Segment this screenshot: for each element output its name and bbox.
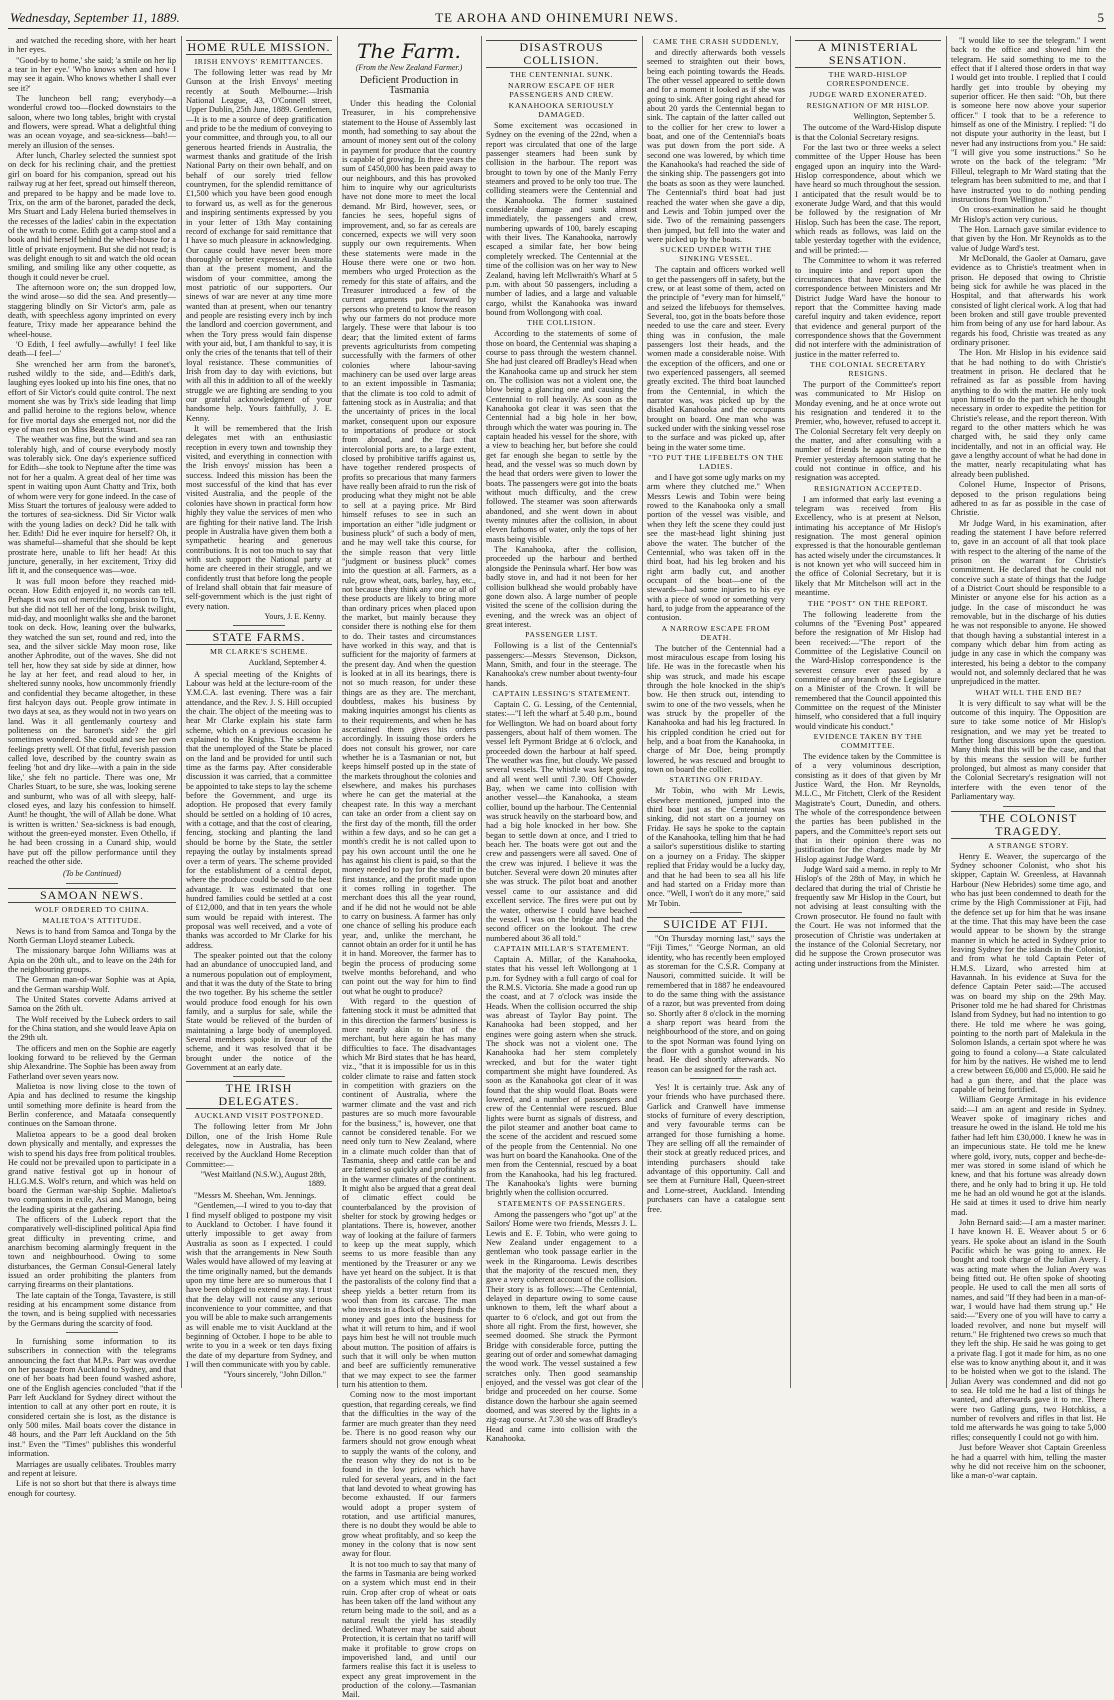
article-paragraph: The Committee to whom it was referred to inquire into and report upon the circumstances that have occasioned the correspondence between Ministers and Mr District Judge Ward have the honour to report that the Committee having made careful inquiry and taken evidence, report that evidence and general purport of the correspondence shows that the Government did not interfere with the administration of justice in the matter referred to. [795,256,941,359]
farm-source: (From the New Zealand Farmer.) [355,63,463,72]
article-paragraph: Following is a list of the Centennial's passengers:—Messrs Stevenson, Dickson, Mann, Smith, and four in the steerage. The Kanahooka's crew number about twenty-four hands. [486,641,637,688]
divider [233,625,285,626]
divider [690,912,742,913]
divider [233,1076,285,1077]
farm-article-title: Deficient Production in Tasmania [359,75,459,96]
article-paragraph: The Wolf received by the Lubeck orders to sail for the China station, and she would leave Apia on the 29th ult. [8,1014,176,1043]
article-paragraph: It is very difficult to say what will be the outcome of this inquiry. The Opposition are sure to take some notice of Mr Hislop's resignation, and we may yet be treated to further long discussions upon the question. Many think that this will be the case, and that by this means the session will be further prolonged, but almost as many consider that the Colonial Secretary's resignation will not interfere with the even tenor of the Parliamentary way. [951,698,1106,802]
samoan-news-heading: SAMOAN NEWS. [8,888,176,903]
article-paragraph: Among the passengers who "got up" at the Sailors' Home were two friends, Messrs J. L. Lewis and E. F. Tobin, who were going to New Zealand under engagement to a gentleman who took passage earlier in the week in the Ringarooma. Lewis describes that the majority of the rescued men, they gave a very coherent account of the collision. Their story is as follows:—The Centennial, delayed in departure owing to some cause unknown to them, left the wharf about a quarter to 6 o'clock, and got out from the shore all right. From the first, however, she seemed doomed. She struck the Pyrmont Bridge with considerable force, putting the gearing out of order and somewhat damaging the wood work. The vessel sustained a few scratches only. Then good seamanship enjoyed, and the vessel was got clear of the bridge and proceeded on her course. Some distance down the harbour she again seemed doomed, and was steered by the lights in a zig-zag course. At 7.30 she was off Bradley's Head and came into collision with the Kanahooka. [486,1209,637,1444]
article-paragraph: The German man-of-war Sophie was at Apia, and the German warship Wolf. [8,975,176,994]
ministerial-subheading: RESIGNATION OF MR HISLOP. [806,101,930,110]
article-paragraph: Colonel Hume, Inspector of Prisons, deposed to the prison regulations being adhered to as far as possible in the case of Christie. [951,480,1106,518]
advertisement-paragraph: Yes! It is certainly true. Ask any of your friends who have purchased there. Garlick and Cranwell have immense stocks of furniture of every description, and very favourable terms can be arranged for those furnishing a home. They are selling off all the remainder of their stock at greatly reduced prices, and intending purchasers should take advantage of this opportunity. Call and see them at Furniture Hall, Queen-street and Lorne-street, Auckland. Intending purchasers can have a catalogue sent free. [647,1083,785,1214]
article-paragraph: According to the statements of some of those on board, the Centennial was shaping a course to pass through the western channel. She had just cleared off Bradley's Head when the Kanahooka came up and struck her stem on. The collision was not a violent one, the blow being a glancing one and causing the Centennial to roll heavily. As soon as the Kanahooka got clear it was seen that the Centennial had a big hole in her bow, through which the water was pouring in. The captain headed his vessel for the shore, with a view to beaching her, but before she could get far enough she began to settle by the head, and the vessel was so much down by the head that orders were given to lower the boats. The passengers were got into the boats without much difficulty, and the crew followed. The steamer was soon afterwards abandoned, and she went down in about twenty minutes after the collision, in about eleven fathoms of water, only the tops of her masts being visible. [486,329,637,544]
section-heading: THE COLLISION. [527,318,596,328]
ministerial-subheading: THE WARD-HISLOP CORRESPONDENCE. [826,70,910,88]
article-paragraph: The following letter from Mr John Dillon, one of the Irish Home Rule delegates, now in Australia, has been received by the Auckland Home Reception Committee:— [186,1122,332,1169]
article-paragraph: The United States corvette Adams arrived at Samoa on the 26th ult. [8,995,176,1014]
article-paragraph: The outcome of the Ward-Hislop dispute is that the Colonial Secretary resigns. [795,123,941,142]
page-number: 5 [1097,10,1104,25]
article-paragraph: The missionary barque John Williams was at Apia on the 20th ult., and to leave on the 24th for the neighbouring groups. [8,946,176,974]
article-paragraph: Malietoa is now living close to the town of Apia and has declined to resume the kingship until something more definite is heard from the Berlin conference, and Mataafa consequently continues on the Samoan throne. [8,1082,176,1129]
irish-delegates-subheading: AUCKLAND VISIT POSTPONED. [194,1111,324,1121]
section-heading: A NARROW ESCAPE FROM DEATH. [661,623,771,642]
article-paragraph: The evidence taken by the Committee is of a very voluminous description, consisting as it does of that given by Mr Justice Ward, the Hon. Mr Reynolds, M.L.C., Mr Fitchett, Clerk of the Resident Magistrate's Court, Dunedin, and others. The whole of the correspondence between the parties has been published in the papers, and the Committee's report sets out that in their opinion there was no justification for the charges made by Mr Hislop against Judge Ward. [795,751,941,864]
article-paragraph: Captain C. G. Lessing, of the Centennial, states:—"I left the wharf at 5.40 p.m., bound for Wellington. We had on board about forty passengers, about half of them women. The vessel left Pyrmont Bridge at 6 o'clock, and proceeded down the harbour at half speed. The weather was fine, but cloudy. We passed several vessels. The whistle was kept going, and all went well until 7.30. Off Chowder Bay, when we came into collision with another vessel—the Kanahooka, a steam collier, bound up the harbour. The Centennial was struck heavily on the starboard bow, and had a big hole knocked in her bow. She began to settle down at once, and I tried to beach her. The boats were got out and the crew and passengers were all saved. One of the crew was injured. I believe it was the butcher. Several were down 20 minutes after she was struck. The pilot boat and another vessel came to our assistance and did excellent service. The fires were put out by the water, otherwise I could have beached the vessel. I was on the bridge and had the second officer on the lookout. The crew numbered about 36 all told." [486,699,637,943]
section-heading: CAPTAIN LESSING'S STATEMENT. [492,688,631,698]
section-heading: EVIDENCE TAKEN BY THE COMMITTEE. [813,731,923,750]
samoan-subheading: WOLF ORDERED TO CHINA. [34,904,150,914]
article-paragraph: Some excitement was occasioned in Sydney on the evening of the 22nd, when a report was circulated that one of the large passenger steamers had been sunk by collision in the harbour. The report was brought to town by one of the Manly Ferry steamers and proved to be only too true. The colliding steamers were the Centennial and the Kanahooka. The former sustained considerable damage and sunk almost immediately, the passengers and crew, numbering upwards of 100, barely escaping with their lives. The Kanahooka, narrowly escaped a similar fate, her bow being completely wrecked. The Centennial at the time of the collision was on her way to New Zealand, having left Mcllwraith's Wharf at 5 p.m. with about 50 passengers, including a number of ladies, and a large and valuable cargo, whilst the Kanahooka was inward bound from Wollongong with coal. [486,121,637,317]
column-rule [181,36,182,1388]
article-paragraph: The officers and men on the Sophie are eagerly looking forward to be relieved by the German ship Alexandrine. The Sophie has been away from Fatherland over seven years now. [8,1043,176,1081]
section-heading: THE COLONIAL SECRETARY RESIGNS. [809,359,927,378]
divider [1003,806,1055,807]
divider [66,1332,118,1333]
masthead [8,6,1106,29]
article-paragraph: A special meeting of the Knights of Labour was held at the lecture-room of the Y.M.C.A. last evening. There was a fair attendance, and the Rev. J. S. Hill occupied the chair. The object of the meeting was to hear Mr Clarke explain his state farm scheme, which on a previous occasion he explained to the Knights. The scheme is that the unemployed of the State be placed on the land and be provided for until such time as the farms pay. After considerable discussion it was carried, that a committee be appointed to take steps to lay the scheme before the Government, and urge its adoption. He proposed that every family should be settled on a holding of 10 acres, with a cottage, and that the cost of clearing, fencing, stocking and planting the land should be borne by the State, the settler repaying the outlay by instalments spread over a term of years. The scheme provided for the establishment of a central depot, where the produce could be sold to the best advantage. It was estimated that one hundred families could be settled at a cost of £12,000, and that in ten years the whole sum would be repaid with interest. The proposal was well received, and a vote of thanks was accorded to Mr Clarke for his address. [186,669,332,950]
collision-heading: DISASTROUS COLLISION. [486,40,637,68]
home-rule-subheading: IRISH ENVOYS' REMITTANCES. [194,57,324,66]
column-rule [481,36,482,1388]
article-paragraph: For the last two or three weeks a select committee of the Upper House has been engaged upon an inquiry into the Ward-Hislop correspondence, about which we have heard so much throughout the session. I anticipated that the result would be to exonerate Judge Ward, and that this would be followed by the resignation of Mr Hislop. Such has been the case. The report, which reads as follows, was laid on the table yesterday together with the evidence, and will be printed:— [795,143,941,255]
collision-subheading: NARROW ESCAPE OF HER PASSENGERS AND CREW. [508,81,615,99]
story-paragraph: 'O Edith, I feel awfully—awfully! I feel like death—I feel—' [8,340,176,359]
article-paragraph: Malietoa appears to be a good deal broken down physically and mentally, and expresses the wish to spend his days free from political troubles. He could not be prevailed upon to participate in a grand native festival got up in honour of H.I.G.M.S. Wolf's return, and which was held on board the German war-ship Sophie. Malietoa's two companions in exile, Asi and Manogo, being the leading spirits at the gathering. [8,1129,176,1214]
article-paragraph: John Bernard said:—I am a master mariner. I have known H. E. Weaver about 5 or 6 years. He spoke about an island in the South Pacific which he was going to annex. He bought and took charge of the Julian Avery. I was acting mate when the Julian Avery was being fitted out. He often spoke of shooting people. He used to call the men all sorts of names, and said "If they had been in a man-of-war, I would have had them strung up." He said:—"Every one of you will have to carry a loaded revolver, and none but myself will return." He frightened two crews so much that they left the ship. He said he was going to get a private flag. I got it made for him, as no one else was to know anything about it, and it was to be hoisted when we got to the island. The Julian Avery was condemned and did not go to sea. He told me he had a list of things he wanted, and afterwards gave it to me. There were two Gatling guns, two Hotchkiss, a number of revolvers and rifles in that list. He told me afterwards he was going to take 5,000 rifles; consequently I could not go with him. [951,1217,1106,1442]
article-paragraph: The purport of the Committee's report was communicated to Mr Hislop on Monday evening, and he at once wrote out his resignation and tendered it to the Premier, who, however, refused to accept it. The Colonial Secretary felt very deeply on the matter, and after consulting with a number of friends he again wrote to the Premier yesterday afternoon stating that he could not continue in office, and his resignation was accepted. [795,379,941,483]
story-paragraph: After lunch, Charley selected the sunniest spot on deck for his reclining chair, and the prettiest girl on board for his companion, spread out his railway rug at her feet, spread out himself thereon, and prepared to be happy and be made love to. Trix, on the arm of the baronet, paraded the deck, Mrs Stuart and Lady Helena buried themselves in the recesses of the ladies' cabin in the expectation of the wrath to come. Edith got a camp stool and a book and hid herself behind the wheel-house for a little of private enjoyment. But she did not read; is was delight enough to sit and watch the old ocean smiling, and smiling like any other coquette, as though it could never be cruel. [8,151,176,282]
article-paragraph: It is not too much to say that many of the farms in Tasmania are being worked on a system which must end in their ruin. Crop after crop of wheat or oats has been taken off the land without any return being made to the soil, and as a natural result the yield has steadily declined. Whatever may be said about Protection, it is certain that no tariff will make it profitable to grow crops on impoverished land, and until our farmers realise this fact it is useless to expect any great improvement in the production of the colony.—Tasmanian Mail. [342,1559,476,1700]
irish-delegates-heading: THE IRISH DELEGATES. [186,1081,332,1109]
column-3 [342,36,476,1700]
ministerial-sensation-heading: A MINISTERIAL SENSATION. [795,40,941,68]
collision-subheading: KANAHOOKA SERIOUSLY DAMAGED. [508,101,615,119]
section-heading: CAME THE CRASH SUDDENLY, [653,37,779,46]
section-heading: THE "POST" ON THE REPORT. [807,598,929,608]
home-rule-heading: HOME RULE MISSION. [187,40,331,54]
tragedy-subheading: A STRANGE STORY. [988,840,1069,850]
story-paragraph: and watched the receding shore, with her heart in her eyes. [8,36,176,55]
article-paragraph: Life is not so short but that there is always time enough for courtesy. [8,1479,176,1498]
article-paragraph: William George Armitage in his evidence said:—I am an agent and reside in Sydney. Weaver spoke of imaginary riches and treasure he owed in the island. He told me his father had left him £30,000. I knew he was in an impecunious state. He told me he knew where gold, ivory, nuts, copper and beche-de-mer was stored in some island of which he knew, and that his fortune was already down there, and he only had to bring it up. He told me he had an old wound he got at the islands. He said at times it used to drive him nearly mad. [951,1095,1106,1217]
article-paragraph: Captain A. Millar, of the Kanahooka, states that his vessel left Wollongong at 1 p.m. for Sydney with a full cargo of coal for the R.M.S. Victoria. She made a good run up the coast, and at 7 o'clock was inside the Heads. When the collision occurred the ship was abreast of Taylor Bay point. The Kanahooka had been stopped, and her engines were going astern when she struck. The shock was not a violent one. The Kanahooka had her stem completely wrecked, and but for the water tight compartment she might have foundered. As soon as the Kanahooka got clear of it was found that the ship would float. Boats were lowered, and a number of passengers and crew of the Centennial were rescued. Blue lights were burnt as signals of distress, and the pilot steamer and another boat came to the scene of the accident and rescued some of the people from the Centennial. No one was hurt on board the Kanahooka. One of the men from the Centennial, rescued by a boat from the Kanahooka, had his leg fractured. The Kanahooka's lights were burning brightly when the collision occurred. [486,954,637,1198]
article-paragraph: and directly afterwards both vessels seemed to straighten out their bows, being each pointing towards the Heads. The other vessel appeared to settle down and for a moment it looked as if she was going to sink. After going right ahead for about 20 yards the Centennial began to sink. The captain of the latter called out to the collier for her crew to lower a boat, and one of the Centennial's boats was put down from the port side. A second one was lowered, by which time the Kanahooka's had reached the side of the sinking ship. The passengers got into the boats as soon as they were launched. The Centennial's third boat had just reached the water when she gave a dip, and Lewis and Tobin jumped over the side. Two of the remaining passengers then jumped, but fell into the water and were picked up by the boats. [647,48,785,244]
section-heading: "TO PUT THE LIFEBELTS ON THE LADIES. [648,453,784,472]
article-paragraph: I am informed that early last evening a telegram was received from His Excellency, who is at present at Nelson, intimating his acceptance of Mr Hislop's resignation. The most general opinion expressed is that the honourable gentleman has acted wisely under the circumstances. It is not known yet who will succeed him in the office of Colonial Secretary, but it is likely that Mr Mitchelson will act in the meantime. [795,494,941,598]
article-paragraph: Marriages are usually celibates. Troubles marry and repent at leisure. [8,1459,176,1478]
story-paragraph: It was full moon before they reached mid-ocean. How Edith enjoyed it, no words can tell. Perhaps it was out of merciful compassion to Trix, but she did not tell her of the long, brisk twilight, mid-day, and moonlight walks she and the baronet took on deck. How, leaning over the bulwarks, they watched the sun set, round and red, into the sea, and the silver sickle May moon rose, like another Aphrodite, out of the waves. She did not tell her, how they sat side by side at dinner, how he lay at her feet, and read aloud to her, in sheltered sunny nooks, how uncommonly friendly and confidential they became altogether, in these first halcyon days out. People grow intimate in two days at sea, as they would not in two years on land. Was it all gentlemanly courtesy and politeness on the baronet's side? the girl sometimes wondered. She could and see her own feelings pretty well. Of that fitful, feverish passion called love, described by the country swain as feeling 'hot and dry like—with a pain in the side like,' she felt no particle. There was one, Mr Charles Stuart, to be sure, she was, looking serene and sunburnt, who was of all with sleepy, half-closed eyes, and lazy his confession to himself. Aunt! he thought, 'the will of Allah be done. What is written is written.' Sea-sickness is bad enough, without the green-eyed monster. Even Othello, if he had been crossing in a Cunard ship, would have put off the pillow performance until they reached the other side. [8,576,176,866]
suicide-fiji-heading: SUICIDE AT FIJI. [647,917,785,932]
colonist-tragedy-heading: THE COLONIST TRAGEDY. [951,811,1106,839]
article-paragraph: Judge Ward said a memo. in reply to Mr Hislop's of the 28th of May, in which he declared that during the trial of Christie he frequently saw Mr Hislop in the Court, but not advising at least consulting with the Crown prosecutor. He found no fault with the Court. He was not informed that the prosecution of Christie was undertaken at the instance of the Colonial Secretary, nor did he suppose the Crown prosecutor was acting under instructions from the Minister. [795,865,941,968]
story-paragraph: The afternoon wore on; the sun dropped low, the wind arose—so did the sea. And presently—staggering blindly on Sir Victor's arm, pale as death, with speechless agony imprinted on every feature, Trixy made her appearance behind the wheel-house. [8,282,176,339]
article-paragraph: Under this heading the Colonial Treasurer, in his comprehensive statement to the House of Assembly last month, had something to say about the amount of money sent out of the colony in payment for produce that the country is capable of growing. In three years the sum of £450,000 has been paid away to our neighbours, and this has provoked him to inquire why our agriculturists have not done more to meet the local demand. Mr Bird, however, sees, or fancies he sees, hopeful signs of improvement, and, so far as cereals are concerned, expects we will very soon supply our own requirements. When these statements were made in the House there were one or two hon. members who urged Protection as the remedy for this state of affairs, and the Treasurer introduced a few of the current arguments put forward by persons who pretend to know the reason why our farmers do not produce more largely. These were that labour is too dear; that the limited extent of farms prevents agriculturists from competing successfully with the farmers of other colonies where labour-saving machinery can be used over large areas to an extent impossible in Tasmania; that the climate is too cold to admit of fattening stock as in Australia; and that the uncertainty of prices in the local market, consequent upon our exposure to importations of produce or stock from abroad, and the fact that intercolonial ports are, to a large extent, closed by prohibitive tariffs against us, have together rendered prospects of profits so precarious that many farmers have really been afraid to run the risk of producing what they might not be able to sell at a paying price. Mr Bird himself refuses to see in such an importation an either "idle judgment or business pluck" of such a body of men, and he may well take this course, for the simple reason that very little "judgment or business pluck" comes into the question at all. Farmers, as a rule, grow wheat, oats, barley, hay, etc., not because they think any one or all of these products are likely to bring more than ordinary prices when placed upon the market, but mainly because they consider there is nothing else for them to do. Their tastes and circumstances have worked in this way, and that is sufficient for the majority of farmers at the present day. And when the question is looked at in all its bearings, there is not so much reason, for under these things are as they are. The merchant, doubtless, makes his business by making inquiries amongst his clients as to their requirements, and when he has ascertained them gives his orders accordingly. In issuing those orders he does not consult his grower, nor care whether he is a Tasmanian or not, but keeps himself posted up in the state of the markets throughout the colonies and elsewhere, and makes his purchases where he can get the material at the cheapest rate. In this way a merchant can take an order from a client say on the first day of the month, fill the order within a few days, and so he can get a month's credit he is not called upon to pay his own account until the one he has against his client is paid, so that the money needed to pay for the stuff in the first instance, and the profit made upon it comes rolling in together. The merchant does this all the year round, and if he did not he would not be able to carry on business. A farmer has only one chance of selling his produce each year, and, unlike the merchant, he cannot obtain an order for it until he has it in hand. Moreover, the farmer has to begin the process of producing some twelve months beforehand, and who can point out the way for him to find out what he ought to produce? [342,99,476,996]
article-paragraph: "I would like to see the telegram." I went back to the office and showed him the telegram. He said something to me to the effect that if I altered those orders in that way I would get into trouble. I replied that I could hardly get into trouble by obeying my superior officer. He then said: "Oh, but there is someone here now above your superior officer." I took that to be a reference to himself as one of the Ministry. I replied: "I do not dispute your authority in the least, but I never had any instructions from you." He said: "I will give you some instructions." So he wrote on the back of the telegram: "Mr Filleul, telegraph to Mr Ward stating that the telegram has been submitted to me, and that I have instructed you to do nothing pending instructions from Wellington." [951,36,1106,204]
issue-date: Wednesday, September 11, 1889. [10,10,180,25]
story-paragraph: She wrenched her arm from the baronet's, rushed wildly to the side, and—Edith's dark, laughing eyes looked up into his fine ones, that no effort of Sir Victor's could quite control. The next moment she was by Trix's side leading that limp and pallid heroine to the regions below, whence for five mortal days she emerged not, nor did the eye of man rest on Miss Beatrix Stuart. [8,359,176,435]
state-farms-subheading: MR CLARKE'S SCHEME. [210,647,308,657]
article-paragraph: Mr Tobin, who with Mr Lewis, elsewhere mentioned, jumped into the third boat just as the Centennial was sinking, did not start on a journey on Friday. He says he spoke to the captain of the Kanahooka, telling him that he had a sailor's superstitious dislike to starting on a journey on a Friday. The skipper replied that Friday would be a lucky day, and that he had been to sea all his life and had started on a Friday more than once. "Well, I won't do it any more," said Mr Tobin. [647,786,785,908]
article-paragraph: The following letter was read by Mr Gunson at the Irish Envoys' meeting recently at South Melbourne:—Irish National League, 43, O'Connell street, Upper Dublin, 25th June, 1889. Gentlemen,—It is to me a source of deep gratification and pride to be the medium of conveying to your committee, and through you, to all our generous hearted friends in Australia, the warmest thanks and gratitude of the Irish National Party on their own behalf, and on behalf of our sorely tried fellow countrymen, for the splendid remittance of £1,500 which you have been good enough to forward us, as well as for the generous and inspiring sentiments expressed by you in your letter of 13th May containing record of exchange for said remittance that I have so much pleasure in acknowledging. Our cause could have never been more thoroughly or better expressed in Australia than at the present moment, and the wisdom of your committee, among the most patriotic of our supporters. Our sinews of war are never at any time more wanted than at present, when our tenantry and people are resisting every inch by inch the landlord and coercion government, and when the Tory press would fain dispense with your aid, but, I am thankful to say, it is only the cries of the tenants that tell of their loyal resistance. These communities of Irish from day to day with evictions, but with all this in addition to all of the weekly struggle we are fighting are sending to you our grateful acknowledgment of your handsome help. Yours faithfully, J. E. Kenny. [186,68,332,423]
article-paragraph: The officers of the Lubeck report that the comparatively well-disciplined political Apia find great difficulty in preventing crime, and anarchism becoming alarmingly frequent in the town and neighbourhood. Owing to some disturbances, the German Consul-General lately issued an order prohibiting the planters from carrying firearms on their plantations. [8,1214,176,1290]
section-heading: PASSENGER LIST. [525,630,598,640]
article-paragraph: The Hon. Mr Hislop in his evidence said that he had nothing to do with Christie's treatment in prison. He declared that he refrained as far as possible from having anything to do with the matter. He only took upon himself to do the part which he thought necessary in order to expedite the petition for Christie's release, and the report thereon. With regard to the other matters which he was charged with, he said they only came incidentally, and not in an official way. He gave a lengthy account of what he had done in the matter, nearly recapitulating what has already been published. [951,348,1106,479]
column-rule [642,36,643,1388]
to-be-continued: (To be Continued) [63,869,121,879]
article-paragraph: The speaker pointed out that the colony had an abundance of unoccupied land, and a numerous population out of employment, and that it was the duty of the State to bring the two together. By his scheme the settler would produce food enough for his own family, and a surplus for sale, while the State would be relieved of the burden of maintaining a large body of unemployed. Several members spoke in favour of the scheme, and it was resolved that it be brought under the notice of the Government at an early date. [186,950,332,1073]
article-paragraph: Just before Weaver shot Captain Greenless he had a quarrel with him, telling the master why he did not receive him on the schooner, like a man-o'-war captain. [951,1443,1106,1481]
the-farm-heading: The Farm. [357,39,461,63]
article-paragraph: "Gentlemen,—I wired to you to-day that I find myself obliged to postpone my visit to Auckland to October. I have found it utterly impossible to get away from Australia as soon as I expected. I could wish that the arrangements in New South Wales would have allowed of my leaving at the time originally named, but the demands upon my time here are so numerous that I have been obliged to extend my stay. I trust that the delay will not cause any serious inconvenience to your committee, and that you will be able to make such arrangements as will enable me to visit Auckland at the beginning of October. I hope to be able to write to you in a week or ten days fixing the date of my departure from Sydney, and I will then communicate with you by cable. [186,1201,332,1369]
article-paragraph: With regard to the question of fattening stock it must be admitted that in this direction the farmers' business is more nearly akin to that of the merchant, but here again he has many difficulties to face. The disadvantages which Mr Bird states that he has heard, viz., "that it is impossible for us in this colder climate to raise and fatten stock in competition with graziers on the continent of Australia, where the warmer climate and the vast and rich pastures are so much more favourable for the business," is, however, one that cannot be considered tenable. For we need only turn to New Zealand, where in a climate much colder than that of Tasmania, sheep and cattle can be and are fattened so quickly and profitably as in the warmer climates of the continent. It might also be argued that a great deal of climatic effect could be counterbalanced by the provision of shelter for stock by growing hedges or plantations. There is, however, another way of looking at the failure of farmers to keep up the meat supply, which seems to us more feasible than any mentioned by the Treasurer or any we have yet heard on the subject. It is that the pastoralists of the colony find that a sheep yields a better return from its wool than from its carcase. The man who invests in a flock of sheep finds the money and goes into the business for what it will return to him, and if wool pays him best he will not trouble much about mutton. The position of affairs is such that it will only be when mutton and beef are sufficiently remunerative that we may expect to see the farmer turn his attention to them. [342,997,476,1390]
section-heading: CAPTAIN MILLAR'S STATEMENT. [493,943,630,953]
signature: "Yours sincerely, "John Dillon." [223,1370,326,1380]
section-heading: STARTING ON FRIDAY. [669,775,763,785]
column-rule [790,36,791,1388]
section-heading: SUCKED UNDER WITH THE SINKING VESSEL. [660,245,772,264]
article-paragraph: It will be remembered that the Irish delegates met with an enthusiastic reception in every town and township they visited, and everything in connection with the Irish envoys' mission has been a success. Indeed this mission has been the most successful of the kind that has ever visited Australia, and the people of the colonies have shown in practical form how highly they value the services of men who are fighting for their native land. The Irish people in Australia have given them both a sympathetic hearing and generous contributions. It is not too much to say that with such support the National party at home are cheered in their struggle, and we confidently trust that before long the people of Ireland shall obtain that fair measure of self-government which is the just right of every nation. [186,424,332,611]
column-rule [946,36,947,1388]
story-paragraph: The weather was fine, but the wind and sea ran tolerably high, and of course everybody mostly was tolerably sick. One day's experience sufficed for Edith—she took to Neptune after the time was not for her a qualm. A great deal of her time was spent in waiting upon Aunt Chatty and Trix, both of whom were very for gone indeed. In the case of Miss Stuart the tortures of jealousy were added to the tortures of sea-sickness. Did Sir Victor walk with the young ladies on deck? Did he talk with her. Edith! Did he ever inquire for herself? Oh, it was shameful—shameful that she should be kept prostrate here, unable to lift her head! At this juncture, generally, in her excitement, Trixy did lift it, and the consequence was—woe. [8,435,176,576]
signature: Yours, J. E. Kenny. [264,611,326,621]
section-heading: STATEMENTS OF PASSENGERS. [497,1198,626,1208]
article-paragraph: and I have got some ugly marks on my arm where they clutched me." When Messrs Lewis and Tobin were being rowed to the Kanahooka only a small portion of the vessel was visible, and when they left the scene they could just see the mast-head light shining just above the water. The butcher of the Centennial, who was taken off in the third boat, had his leg broken and his right arm badly cut, and another occupant of the boat—one of the stewards—had some injuries to his eye with a piece of wood or something very hard, to judge from the appearance of the contusion. [647,473,785,623]
column-rule [337,36,338,1388]
dateline: Wellington, September 5. [853,112,935,121]
story-paragraph: "Good-by to home,' she said; 'a smile on her lip a tear in her eye.' 'Who knows when and how I may see it again. Who knows whether I shall ever see it?' [8,55,176,93]
column-4 [486,36,637,1444]
ministerial-subheading: JUDGE WARD EXONERATED. [808,90,928,99]
article-paragraph: The Hon. Larnach gave similar evidence to that given by the Hon. Mr Reynolds as to the value of Judge Ward's test. [951,224,1106,253]
letter-address: "West Maitland (N.S.W.), August 28th, 1889. [200,1170,326,1189]
article-paragraph: The following leaderette from the columns of the "Evening Post" appeared before the resignation of Mr Hislop had been received:—"The report of the Committee of the Legislative Council on the Ward-Hislop correspondence is the severest censure ever passed by a committee of any branch of the Legislature on a Minister of the Crown. It will be remembered that the Council appointed this Committee on the request of the Minister himself, who considered that a full inquiry would vindicate his conduct." [795,609,941,731]
article-paragraph: Coming now to the most important question, that regarding cereals, we find that the difficulties in the way of the farmer are much greater than they need be. There is no good reason why our farmers should not grow enough wheat to supply the wants of the colony, and the reason why they do not is to be found in the low prices which have ruled for several years, and in the fact that land devoted to wheat growing has become exhausted. If our farmers would adopt a proper system of rotation, and use artificial manures, there is no doubt they would be able to grow wheat profitably, and so keep the money in the colony that is now sent away for flour. [342,1390,476,1559]
article-paragraph: In furnishing some information to its subscribers in connection with the telegrams announcing the fact that M.P.s. Parr was overdue on her passage from Auckland to Sydney, and that one of her boats had been found washed ashore, one of the English agencies concluded "that if the Parr left Auckland for Sydney direct without the intention to call at any other port en route, it is considered certain she is lost, as the distance is only 500 miles. Mail boats cover the distance in 48 hours, and the Parr left Auckland on the 5th inst." Even the "Times" publishes this wonderful information. [8,1337,176,1459]
divider [690,1078,742,1079]
column-6 [795,36,941,1388]
article-paragraph: The captain and officers worked well to get the passengers off in safety, but the crew, or at least some of them, acted on the principle of "every man for himself," and seized the lifebuoys for themselves. Several, too, got in the boats before those needed to use the care and steer. Every thing was in confusion, the male passengers lost their heads, and the women made a considerable noise. With the exception of the officers, and one or two experienced passengers, all seemed greatly excited. The third boat launched from the Centennial, in which the narrator was, was picked up by the disabled Kanahooka and the occupants brought on board. One man who was sucked under with the sinking vessel rose to the surface and was picked up, after being in the water some time. [647,265,785,452]
column-1 [8,36,176,1498]
dateline: Auckland, September 4. [248,658,326,668]
newspaper-name: TE AROHA AND OHINEMURI NEWS. [435,10,679,25]
article-paragraph: Mr McDonald, the Gaoler at Oamaru, gave evidence as to Christie's treatment when in prison. He deposed that owing to Christie being sick for awhile he was placed in the Hospital, and that afterwards his work consisted of light clerical work. A log that had been broken and still gave trouble prevented him from being of any use for hard labour. As regards his food, Christie was treated as any ordinary prisoner. [951,253,1106,347]
article-paragraph: The butcher of the Centennial had a most miraculous escape from losing his life. He was in the forecastle when his ship was struck, and made his escape through the hole knocked in the ship's bow. He then struck out, intending to swim to one of the two vessels, when he was struck by the propeller of the Kanahooka and had his leg fractured. In his crippled condition he cried out for help, and a boat from the Kanahooka, in charge of Mr Doe, being promptly lowered, he was rescued and brought to town on board the collier. [647,643,785,775]
story-paragraph: The luncheon bell rang; everybody—a wonderful crowd too—flocked downstairs to the saloon, where two long tables, bright with crystal and flowers, were spread. What a delightful thing was an ocean voyage, and sea-sickness—bah!—merely an illusion of the senses. [8,94,176,150]
section-heading: WHAT WILL THE END BE? [975,687,1082,697]
column-2 [186,36,332,1388]
article-paragraph: The Kanahooka, after the collision, proceeded up the harbour and berthed alongside the Peninsula wharf. Her bow was badly stove in, and had it not been for her collision bulkhead she would probably have gone down also. A large number of people visited the scene of the collision during the evening, and the wreck was an object of great interest. [486,545,637,629]
divider [66,883,118,884]
article-paragraph: Henry E. Weaver, the supercargo of the Sydney schooner Colonist, who shot his skipper, Captain W. Greenless, at Havannah Harbour (New Hebrides) some time ago, and who has just been condemned to death for the crime by the High Commissioner at Fiji, had the defence set up for him that he was insane at the time. That this may have been the case would appear to be shown by the strange manner in which he acted in Sydney prior to leaving Sydney for the islands in the Colonist, and from what he told Captain Peter of H.M.S. Lizard, who arrested him at Havannah. In his evidence at Suva for the defence Captain Peter said:—The accused was on board my ship on the 29th May. Prisoner told me he had shared for Christmas Island from Sydney, but had no intention to go there. He told me where he was going, pointing to the north part of Malekula in the Solomon Islands, a certain spot where he was going to found a colony—a State calculated for him by the natives. He wished me to lend a crew between £6,000 and £5,000. He said he had a gun there, and that the place was capable of being fortified. [951,851,1106,1095]
article-paragraph: "Messrs M. Sheehan, Wm. Jennings. [194,1190,317,1200]
collision-subheading: THE CENTENNIAL SUNK. [509,70,614,79]
article-paragraph: On cross-examination he said he thought Mr Hislop's action very curious. [951,205,1106,224]
state-farms-heading: STATE FARMS. [186,630,332,645]
article-paragraph: Mr Judge Ward, in his examination, after reading the statement I have before referred to, gave in an account of all that took place with respect to the altering of the name of the prison on the warrant for Christie's commitment. He declared that he could not conceive such a state of things that the Judge of a District Court should be responsible to a Minister or anyone else for his action as a judge. In the case of misconduct he was removable, but in the discharge of his duties he was not responsible to anyone. He showed that though having a substantial interest in a company which debar him from acting as judge in any case in which the company was interested, his being a debtor to the company would not, and solemnly declared that he was unprejudiced in the matter. [951,518,1106,687]
article-paragraph: The late captain of the Tonga, Tavastere, is still residing at his encampment some distance from the town, and is being supplied with necessaries by the Germans during the scarcity of food. [8,1290,176,1328]
column-5 [647,36,785,1388]
samoan-subheading: MALIETOA'S ATTITUDE. [42,915,142,925]
column-7 [951,36,1106,1481]
article-paragraph: News is to hand from Samoa and Tonga by the North German Lloyd steamer Lubeck. [8,926,176,945]
section-heading: RESIGNATION ACCEPTED. [814,483,922,493]
article-paragraph: "On Thursday morning last," says the "Fiji Times," "George Norman, an old identity, who has recently been employed as storeman for the C.S.R. Company at Nausori, committed suicide. It will be remembered that in 1887 he endeavoured to do the same thing with the assistance of a razor, but was prevented from doing so. Shortly after 8 o'clock in the morning a sharp report was heard from the neighbourhood of the store, and on going to the spot Norman was found lying on the floor with a gunshot wound in his head. He died shortly afterwards. No reason can be assigned for the rash act. [647,933,785,1074]
